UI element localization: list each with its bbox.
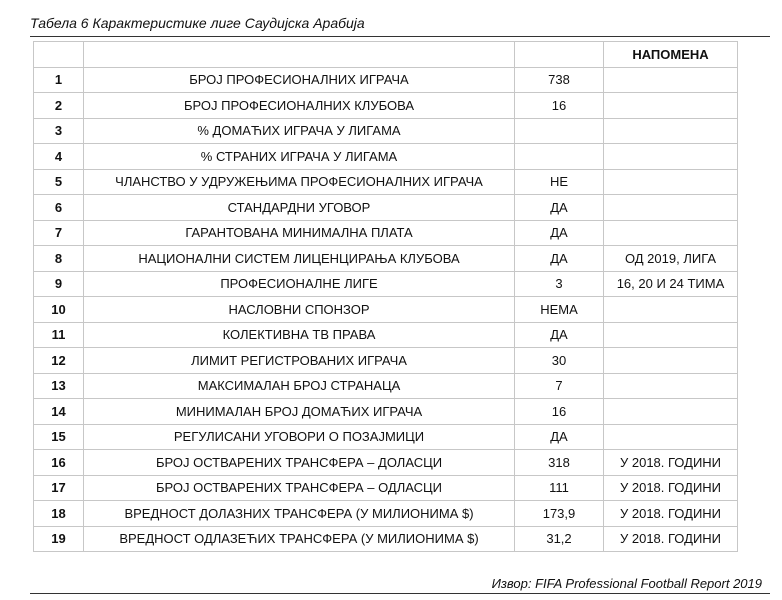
row-value: 738 <box>515 67 604 93</box>
row-value: 173,9 <box>515 501 604 527</box>
row-note: У 2018. ГОДИНИ <box>604 450 738 476</box>
row-number: 12 <box>34 348 84 374</box>
table-row <box>34 501 738 527</box>
row-description: БРОЈ ОСТВАРЕНИХ ТРАНСФЕРА – ОДЛАСЦИ <box>84 475 515 501</box>
row-note <box>604 373 738 399</box>
row-description: % ДОМАЋИХ ИГРАЧА У ЛИГАМА <box>84 118 515 144</box>
row-note <box>604 67 738 93</box>
row-number: 19 <box>34 526 84 552</box>
row-number: 8 <box>34 246 84 272</box>
row-number: 17 <box>34 475 84 501</box>
row-note <box>604 144 738 170</box>
row-number: 4 <box>34 144 84 170</box>
table-row <box>34 297 738 323</box>
row-description: НАЦИОНАЛНИ СИСТЕМ ЛИЦЕНЦИРАЊА КЛУБОВА <box>84 246 515 272</box>
row-value: 318 <box>515 450 604 476</box>
row-description: МАКСИМАЛАН БРОЈ СТРАНАЦА <box>84 373 515 399</box>
row-note <box>604 118 738 144</box>
row-description: БРОЈ ПРОФЕСИОНАЛНИХ КЛУБОВА <box>84 93 515 119</box>
row-note: У 2018. ГОДИНИ <box>604 501 738 527</box>
table-row <box>34 246 738 272</box>
row-note <box>604 424 738 450</box>
table-row <box>34 450 738 476</box>
row-description: ЧЛАНСТВО У УДРУЖЕЊИМА ПРОФЕСИОНАЛНИХ ИГРАЧА <box>84 169 515 195</box>
row-note <box>604 399 738 425</box>
table-row <box>34 169 738 195</box>
table-row <box>34 348 738 374</box>
row-description: НАСЛОВНИ СПОНЗОР <box>84 297 515 323</box>
row-note <box>604 220 738 246</box>
row-note <box>604 93 738 119</box>
row-value: ДА <box>515 424 604 450</box>
row-note <box>604 169 738 195</box>
table-row <box>34 526 738 552</box>
row-number: 14 <box>34 399 84 425</box>
row-value: 111 <box>515 475 604 501</box>
row-value: ДА <box>515 246 604 272</box>
table-row <box>34 424 738 450</box>
table-caption: Табела 6 Карактеристике лиге Саудијска Арабија <box>30 10 770 37</box>
row-description: ГАРАНТОВАНА МИНИМАЛНА ПЛАТА <box>84 220 515 246</box>
league-characteristics-table-wrapper <box>33 41 738 552</box>
table-row <box>34 475 738 501</box>
row-number: 5 <box>34 169 84 195</box>
row-description: БРОЈ ОСТВАРЕНИХ ТРАНСФЕРА – ДОЛАСЦИ <box>84 450 515 476</box>
row-description: ВРЕДНОСТ ОДЛАЗЕЋИХ ТРАНСФЕРА (У МИЛИОНИМА $) <box>84 526 515 552</box>
table-row <box>34 322 738 348</box>
row-note: У 2018. ГОДИНИ <box>604 475 738 501</box>
row-value <box>515 144 604 170</box>
table-row <box>34 195 738 221</box>
row-number: 15 <box>34 424 84 450</box>
row-description: ВРЕДНОСТ ДОЛАЗНИХ ТРАНСФЕРА (У МИЛИОНИМА $) <box>84 501 515 527</box>
row-value: ДА <box>515 322 604 348</box>
row-description: СТАНДАРДНИ УГОВОР <box>84 195 515 221</box>
header-note: НАПОМЕНА <box>604 42 738 68</box>
row-description: МИНИМАЛАН БРОЈ ДОМАЋИХ ИГРАЧА <box>84 399 515 425</box>
header-row <box>34 42 738 68</box>
row-note: ОД 2019, ЛИГА <box>604 246 738 272</box>
table-row <box>34 93 738 119</box>
header-num <box>34 42 84 68</box>
row-value <box>515 118 604 144</box>
league-characteristics-table <box>33 41 738 552</box>
row-value: 7 <box>515 373 604 399</box>
row-number: 2 <box>34 93 84 119</box>
row-description: КОЛЕКТИВНА ТВ ПРАВА <box>84 322 515 348</box>
row-number: 6 <box>34 195 84 221</box>
source-note: Извор: FIFA Professional Football Report 2019 <box>30 574 770 594</box>
row-value: 30 <box>515 348 604 374</box>
table-row <box>34 399 738 425</box>
row-number: 18 <box>34 501 84 527</box>
header-description <box>84 42 515 68</box>
table-row <box>34 373 738 399</box>
row-value: ДА <box>515 220 604 246</box>
row-value: 31,2 <box>515 526 604 552</box>
header-value <box>515 42 604 68</box>
row-value: 16 <box>515 399 604 425</box>
table-row <box>34 118 738 144</box>
row-note <box>604 348 738 374</box>
table-row <box>34 220 738 246</box>
row-note <box>604 322 738 348</box>
row-number: 13 <box>34 373 84 399</box>
row-number: 3 <box>34 118 84 144</box>
row-value: НЕМА <box>515 297 604 323</box>
table-body <box>34 67 738 552</box>
row-note <box>604 195 738 221</box>
row-value: НЕ <box>515 169 604 195</box>
row-description: ЛИМИТ РЕГИСТРОВАНИХ ИГРАЧА <box>84 348 515 374</box>
row-note: 16, 20 И 24 ТИМА <box>604 271 738 297</box>
row-value: 16 <box>515 93 604 119</box>
row-value: ДА <box>515 195 604 221</box>
row-description: РЕГУЛИСАНИ УГОВОРИ О ПОЗАЈМИЦИ <box>84 424 515 450</box>
row-number: 11 <box>34 322 84 348</box>
row-description: % СТРАНИХ ИГРАЧА У ЛИГАМА <box>84 144 515 170</box>
row-number: 7 <box>34 220 84 246</box>
row-note: У 2018. ГОДИНИ <box>604 526 738 552</box>
row-number: 1 <box>34 67 84 93</box>
row-description: ПРОФЕСИОНАЛНЕ ЛИГЕ <box>84 271 515 297</box>
row-number: 16 <box>34 450 84 476</box>
row-description: БРОЈ ПРОФЕСИОНАЛНИХ ИГРАЧА <box>84 67 515 93</box>
table-row <box>34 67 738 93</box>
row-note <box>604 297 738 323</box>
table-row <box>34 271 738 297</box>
row-value: 3 <box>515 271 604 297</box>
row-number: 10 <box>34 297 84 323</box>
table-row <box>34 144 738 170</box>
row-number: 9 <box>34 271 84 297</box>
